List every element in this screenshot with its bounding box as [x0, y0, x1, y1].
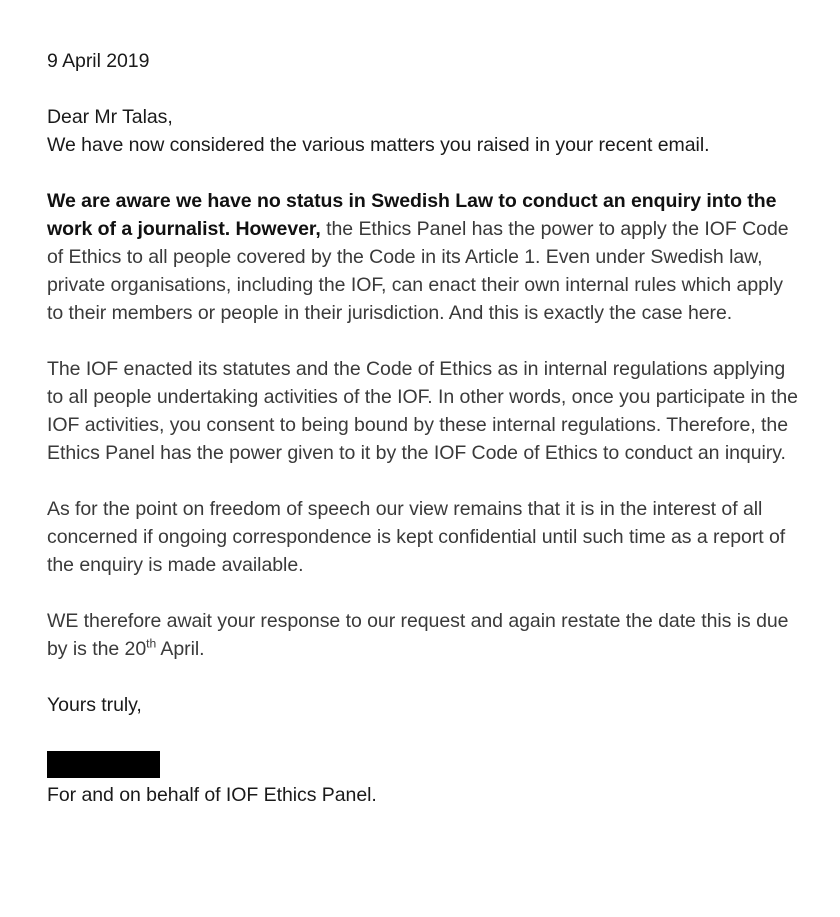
signature-block: For and on behalf of IOF Ethics Panel. [47, 784, 377, 806]
spacer-after-deadline [47, 663, 800, 691]
letter-intro-line: We have now considered the various matters you raised in your recent email. [47, 134, 710, 156]
paragraph-statutes-and-code: The IOF enacted its statutes and the Code of Ethics as in internal regulations applying to all people undertaking activities of the IOF. In other words, once you participate in the IOF activities, you consent to being bound by these internal regulations. Therefore, the Ethics Panel has the power given to it by the IOF Code of Ethics to conduct an inquiry. [47, 358, 798, 464]
letter-body [47, 47, 800, 809]
letter-closing: Yours truly, [47, 694, 142, 716]
paragraph-bold-lead: We are aware we have no status in Swedish Law to conduct an enquiry into the work of a journalist. However, [47, 190, 777, 240]
deadline-text-before: WE therefore await your response to our request and again restate the date this is due by is the [47, 610, 789, 660]
spacer-after-closing [47, 719, 800, 747]
deadline-text-after: April. [156, 638, 205, 660]
redaction-bar [47, 751, 160, 778]
letter-salutation: Dear Mr Talas, [47, 106, 173, 128]
paragraph-status-swedish-law [47, 187, 800, 327]
paragraph-freedom-of-speech: As for the point on freedom of speech our view remains that it is in the interest of all concerned if ongoing correspondence is kept confidential until such time as a report of the enquiry is made available. [47, 498, 786, 576]
spacer-after-date [47, 75, 800, 103]
spacer-after-intro [47, 159, 800, 187]
deadline-day-number: 20 [124, 638, 147, 660]
spacer-after-paragraph-1 [47, 327, 800, 355]
paragraph-deadline [47, 607, 800, 663]
spacer-after-paragraph-3 [47, 579, 800, 607]
signature-redaction-area [47, 747, 800, 781]
letter-date: 9 April 2019 [47, 50, 150, 72]
deadline-ordinal-suffix: th [146, 636, 157, 651]
spacer-after-paragraph-2 [47, 467, 800, 495]
paragraph-remainder: the Ethics Panel has the power to apply the IOF Code of Ethics to all people covered by the Code in its Article 1. Even under Swedish law, private organisations, including the IOF, can enact their own internal rules which apply to their members or people in their jurisdiction. And this is exactly the case here. [47, 218, 789, 324]
